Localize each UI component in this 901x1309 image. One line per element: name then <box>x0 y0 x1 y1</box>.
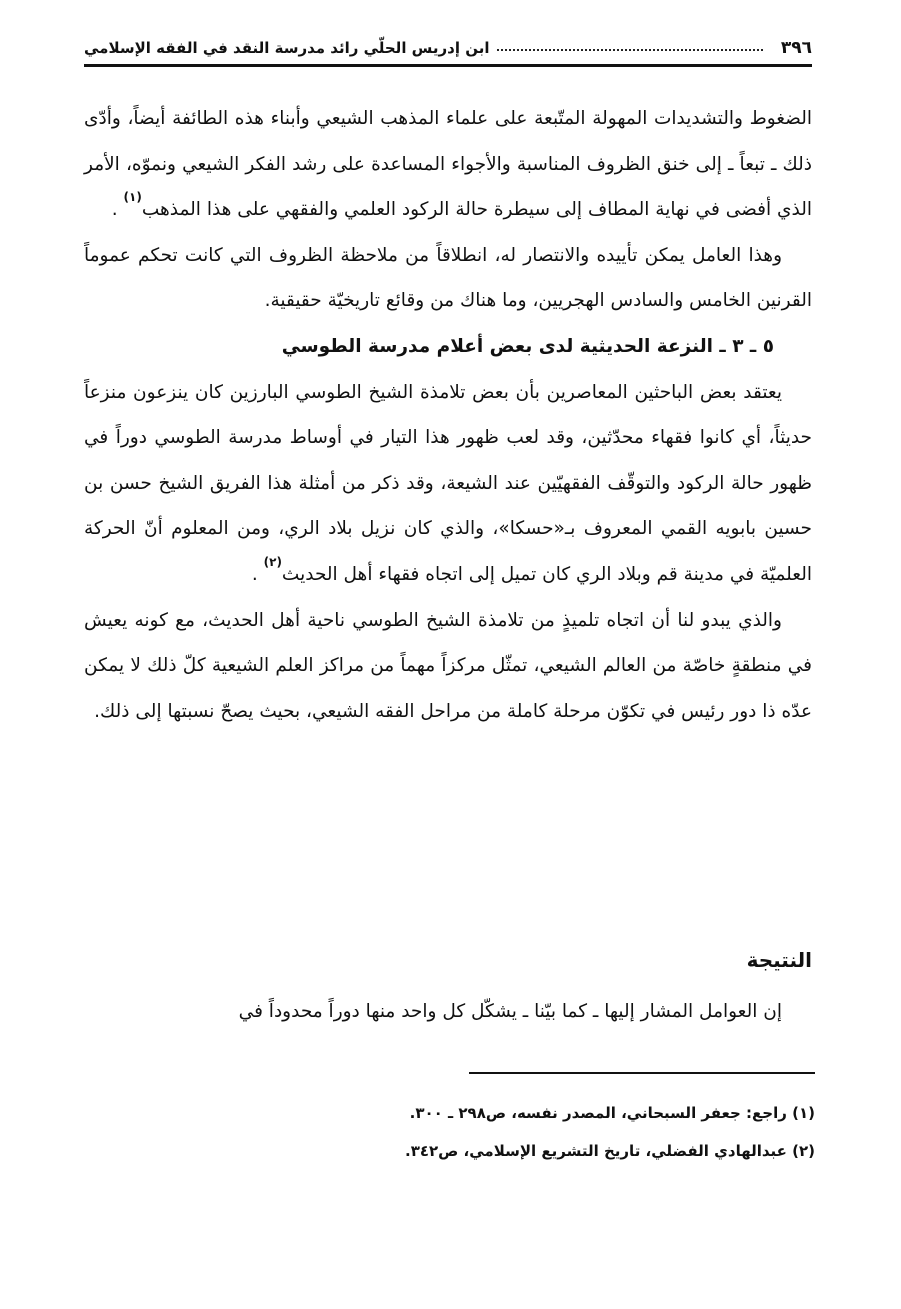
text-line: أيضاً، وأدّى ذلك ـ تبعاً ـ إلى خنق الظروف المناسبة والأجواء المساعدة على رشد <box>84 108 812 175</box>
text-line: بـ«حسكا»، والذي كان نزيل بلاد الري، ومن المعلوم أنّ الحركة العلميّة في مدينة <box>84 518 812 585</box>
text-line: أوساط مدرسة الطوسي دوراً في ظهور حالة الركود والتوقّف الفقهيّين عند الشيعة، <box>84 427 812 494</box>
section-subheading: ٥ ـ ٣ ـ النزعة الحديثية لدى بعض أعلام مدرسة الطوسي <box>281 335 774 357</box>
main-text <box>84 96 812 734</box>
footnotes <box>87 1094 815 1170</box>
text-line: . <box>251 563 258 585</box>
page-number: ٣٩٦ <box>780 38 812 58</box>
footnote-ref-1[interactable]: (١) <box>123 190 142 205</box>
paragraph <box>84 96 812 233</box>
running-title: ابن إدريس الحلّي رائد مدرسة النقد في الفقه الإسلامي <box>84 39 490 57</box>
text-line: مراحل الفقه الشيعي، بحيث يصحّ نسبتها إلى ذلك. <box>94 700 472 722</box>
footnote-separator <box>469 1072 815 1074</box>
text-line: قم وبلاد الري كان تميل إلى اتجاه فقهاء أهل الحديث <box>281 563 678 585</box>
text-line: الفكر الشيعي ونموّه، الأمر الذي أفضى في نهاية المطاف إلى سيطرة حالة الركود <box>84 153 812 221</box>
text-line: الضغوط والتشديدات المهولة المتّبعة على علماء المذهب الشيعي وأبناء هذه الطائفة <box>172 108 812 129</box>
footnote-ref-2[interactable]: (٢) <box>263 554 282 569</box>
text-line: الحديث، مع كونه يعيش في منطقةٍ خاصّة من العالم الشيعي، تمثّل مركزاً مهماً من <box>84 609 812 677</box>
text-line: وقد ذكر من أمثلة هذا الفريق الشيخ حسن بن حسين بابويه القمي المعروف <box>84 472 812 540</box>
result-heading: النتيجة <box>746 948 812 972</box>
footnote-2: (٢) عبدالهادي الفضلي، تاريخ التشريع الإسلامي، ص٣٤٢. <box>404 1142 815 1160</box>
text-line: يعتقد بعض الباحثين المعاصرين بأن بعض تلامذة الشيخ الطوسي البارزين <box>229 381 782 403</box>
header-leader-dots <box>497 49 762 51</box>
result-paragraph: إن العوامل المشار إليها ـ كما بيّنا ـ يشكّل كل واحد منها دوراً محدوداً في <box>238 1001 782 1022</box>
text-line: تاريخيّة حقيقية. <box>264 290 380 312</box>
text-line: والذي يبدو لنا أن اتجاه تلميذٍ من تلامذة الشيخ الطوسي ناحية أهل <box>271 609 782 631</box>
paragraph <box>84 598 812 735</box>
paragraph <box>84 370 812 598</box>
text-line: كانت تحكم عموماً القرنين الخامس والسادس الهجريين، وما هناك من وقائع <box>84 244 812 312</box>
text-line: وهذا العامل يمكن تأييده والانتصار له، انطلاقاً من ملاحظة الظروف التي <box>229 244 782 266</box>
text-line: . <box>111 199 118 221</box>
footnote-1: (١) راجع: جعفر السبحاني، المصدر نفسه، ص٢٩٨ ـ ٣٠٠. <box>409 1104 815 1122</box>
paragraph <box>84 233 812 324</box>
header-rule <box>84 64 812 67</box>
text-line: مراكز العلم الشيعية كلّ ذلك لا يمكن عدّه ذا دور رئيس في تكوّن مرحلة كاملة من <box>84 655 812 722</box>
text-line: العلمي والفقهي على هذا المذهب <box>141 199 396 221</box>
text-line: كان ينزعون منزعاً حديثاً، أي كانوا فقهاء محدّثين، وقد لعب ظهور هذا التيار في <box>84 381 812 449</box>
page-header <box>84 34 812 62</box>
